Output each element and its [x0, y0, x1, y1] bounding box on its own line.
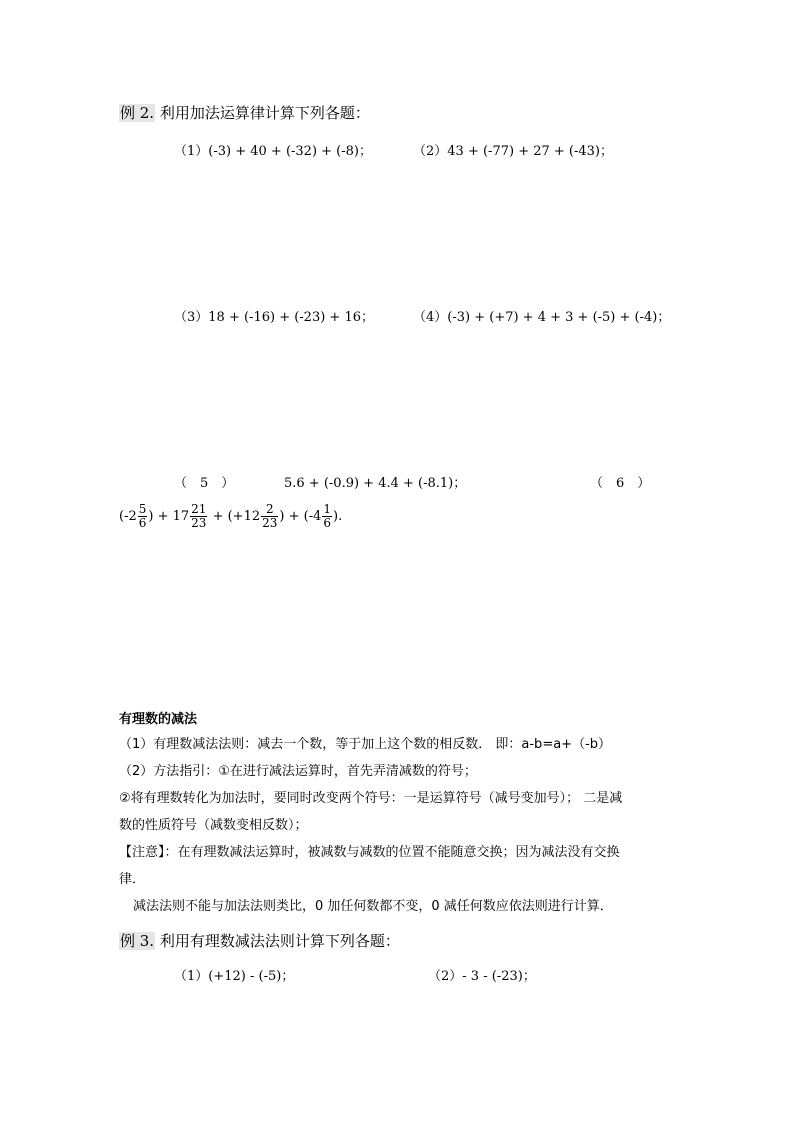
problem-6-number: （ 6 ）: [590, 476, 651, 491]
fraction-numerator: 5: [138, 502, 147, 516]
fraction-numerator: 21: [191, 502, 207, 516]
fraction-numerator: 2: [261, 503, 278, 517]
p6-term-3: + (+12: [208, 509, 261, 524]
fraction-2-23: [261, 503, 278, 530]
p6-term-2: ) + 17: [148, 509, 190, 524]
problem-5-num: （ 5 ）: [174, 476, 235, 491]
ex3-problem-2: [428, 965, 536, 984]
problem-3: [174, 306, 374, 325]
example-2-label: 例 2.: [120, 104, 155, 122]
problem-5-number: [174, 472, 234, 491]
rule-line-3: ②将有理数转化为加法时，要同时改变两个符号：一是运算符号（减号变加号）； 二是减: [119, 791, 623, 806]
problem-5-expr: 5.6 + (-0.9) + 4.4 + (-8.1)；: [284, 476, 467, 491]
example-3-label: 例 3.: [120, 932, 155, 950]
example-3-text: 利用有理数减法法则计算下列各题：: [159, 932, 400, 950]
problem-2: [413, 140, 613, 159]
note-line-1: 【注意】：在有理数减法运算时，被减数与减数的位置不能随意交换；因为减法没有交换: [119, 845, 620, 860]
example-2-title: [119, 102, 370, 123]
problem-3-expr: 18 + (-16) + (-23) + 16；: [208, 310, 374, 325]
note-line-3: 减法法则不能与加法法则类比，0 加任何数都不变，0 减任何数应依法则进行计算．: [133, 899, 613, 914]
ex3-problem-1-expr: (+12) - (-5)；: [208, 969, 295, 984]
rule-line-4: 数的性质符号（减数变相反数）；: [119, 818, 308, 833]
rule-line-2: （2）方法指引：①在进行减法运算时，首先弄清减数的符号；: [119, 764, 477, 779]
problem-4-expr: (-3) + (+7) + 4 + 3 + (-5) + (-4)；: [447, 310, 671, 325]
p6-term-5: ).: [333, 509, 343, 524]
note-line-2: 律．: [119, 872, 146, 887]
problem-1-num: （1）: [174, 144, 209, 159]
ex3-problem-1: [174, 965, 294, 984]
section-title: 有理数的减法: [119, 712, 198, 727]
fraction-denominator: 23: [191, 516, 207, 530]
fraction-1-6: [322, 503, 332, 530]
ex3-problem-2-expr: - 3 - (-23)；: [462, 969, 536, 984]
fraction-denominator: 23: [262, 516, 278, 530]
problem-1-expr: (-3) + 40 + (-32) + (-8)；: [208, 144, 372, 159]
rule-line-1: （1）有理数减法法则：减去一个数，等于加上这个数的相反数． 即：a-b=a+（-b）: [119, 737, 612, 752]
problem-4: [413, 306, 670, 325]
p6-term-1: (-2: [119, 509, 137, 524]
problem-2-num: （2）: [413, 144, 448, 159]
fraction-5-6: [138, 503, 148, 530]
problem-4-num: （4）: [413, 310, 448, 325]
problem-2-expr: 43 + (-77) + 27 + (-43)；: [447, 144, 613, 159]
fraction-21-23: [190, 503, 207, 530]
problem-3-num: （3）: [174, 310, 209, 325]
problem-6-expr: [119, 503, 342, 530]
fraction-denominator: 6: [138, 516, 147, 530]
ex3-problem-2-num: （2）: [428, 969, 463, 984]
example-3-title: [119, 930, 400, 951]
ex3-problem-1-num: （1）: [174, 969, 209, 984]
problem-1: [174, 140, 372, 159]
fraction-denominator: 6: [323, 516, 332, 530]
fraction-numerator: 1: [323, 502, 332, 516]
p6-term-4: ) + (-4: [279, 509, 322, 524]
example-2-text: 利用加法运算律计算下列各题：: [159, 104, 370, 122]
